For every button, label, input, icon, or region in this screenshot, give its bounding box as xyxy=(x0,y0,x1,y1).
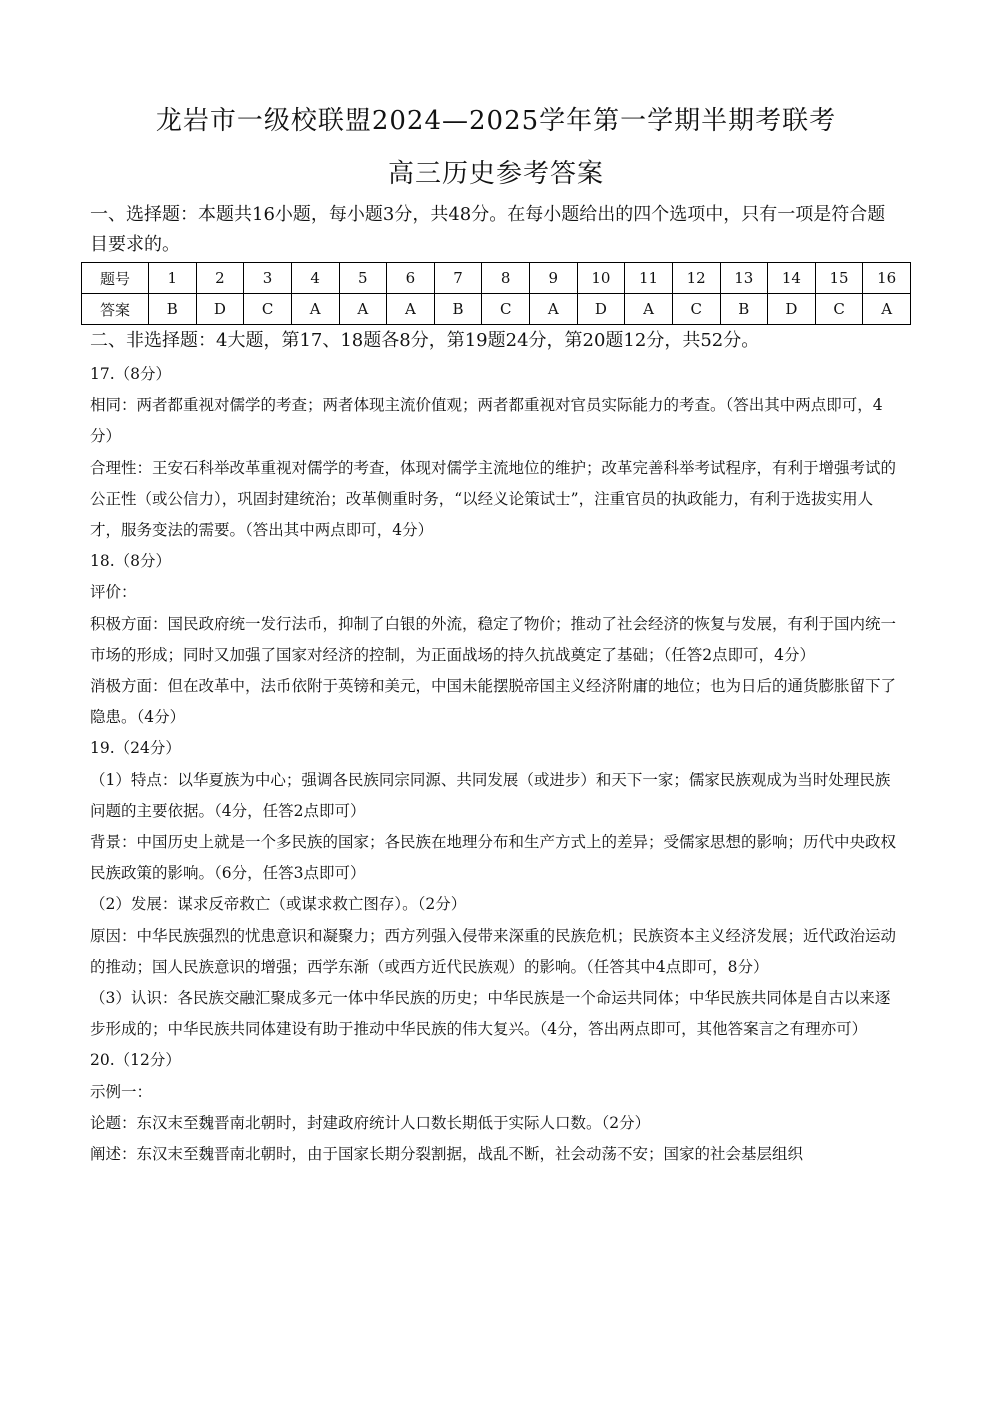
question-number: 11 xyxy=(625,263,673,294)
question-number: 1 xyxy=(149,263,197,294)
answer-cell: A xyxy=(387,294,435,325)
answer-paragraph: 背景：中国历史上就是一个多民族的国家；各民族在地理分布和生产方式上的差异；受儒家思想的影响；历代中央政权民族政策的影响。（6分，任答3点即可） xyxy=(90,833,897,883)
answer-paragraph: 消极方面：但在改革中，法币依附于英镑和美元，中国未能摆脱帝国主义经济附庸的地位；也为日后的通货膨胀留下了隐患。（4分） xyxy=(90,677,897,727)
question-number: 16 xyxy=(863,263,911,294)
answer-cell: A xyxy=(291,294,339,325)
answer-cell: C xyxy=(815,294,863,325)
answer-cell: C xyxy=(244,294,292,325)
question-number: 5 xyxy=(339,263,387,294)
answer-cell: D xyxy=(768,294,816,325)
section1-heading: 一、选择题：本题共16小题，每小题3分，共48分。在每小题给出的四个选项中，只有一项是符合题目要求的。 xyxy=(90,204,886,255)
document-title: 龙岩市一级校联盟2024—2025学年第一学期半期考联考 xyxy=(155,106,837,136)
question-number: 8 xyxy=(482,263,530,294)
answer-paragraph: （2）发展：谋求反帝救亡（或谋求救亡图存）。（2分） xyxy=(90,895,467,914)
question-number: 4 xyxy=(291,263,339,294)
table-row xyxy=(82,294,911,325)
question-number: 2 xyxy=(196,263,244,294)
answer-paragraph: 阐述：东汉末至魏晋南北朝时，由于国家长期分裂割据，战乱不断，社会动荡不安；国家的社会基层组织 xyxy=(90,1145,804,1164)
question-number: 7 xyxy=(434,263,482,294)
question-number: 3 xyxy=(244,263,292,294)
row-label-answer: 答案 xyxy=(82,294,149,325)
question-number: 12 xyxy=(672,263,720,294)
question-number: 15 xyxy=(815,263,863,294)
document-subtitle: 高三历史参考答案 xyxy=(387,159,604,189)
question-header: 17.（8分） xyxy=(90,365,172,383)
answer-cell: A xyxy=(625,294,673,325)
question-header: 20.（12分） xyxy=(90,1051,181,1070)
answer-cell: D xyxy=(196,294,244,325)
section2-heading: 二、非选择题：4大题，第17、18题各8分，第19题24分，第20题12分，共52分。 xyxy=(90,330,760,351)
answer-paragraph: 评价： xyxy=(90,583,137,602)
answer-paragraph: （3）认识：各民族交融汇聚成多元一体中华民族的历史；中华民族是一个命运共同体；中华民族共同体是自古以来逐步形成的；中华民族共同体建设有助于推动中华民族的伟大复兴。（4分，答出两点即可，其他答案言之有理亦可） xyxy=(90,989,891,1039)
question-number: 13 xyxy=(720,263,768,294)
answer-paragraph: 相同：两者都重视对儒学的考查；两者体现主流价值观；两者都重视对官员实际能力的考查。（答出其中两点即可，4分） xyxy=(90,396,883,446)
answer-cell: A xyxy=(339,294,387,325)
answer-paragraph: 积极方面：国民政府统一发行法币，抑制了白银的外流，稳定了物价；推动了社会经济的恢复与发展，有利于国内统一市场的形成；同时又加强了国家对经济的控制，为正面战场的持久抗战奠定了基础；（任答2点即可，4分） xyxy=(90,614,897,664)
answer-cell: D xyxy=(577,294,625,325)
answer-cell: C xyxy=(482,294,530,325)
answer-paragraph: 原因：中华民族强烈的忧患意识和凝聚力；西方列强入侵带来深重的民族危机；民族资本主义经济发展；近代政治运动的推动；国人民族意识的增强；西学东渐（或西方近代民族观）的影响。（任答其中4点即可，8分） xyxy=(90,926,897,976)
answer-cell: A xyxy=(863,294,911,325)
answer-paragraph: 论题：东汉末至魏晋南北朝时，封建政府统计人口数长期低于实际人口数。（2分） xyxy=(90,1113,651,1132)
row-label-question: 题号 xyxy=(82,263,149,294)
question-number: 14 xyxy=(768,263,816,294)
question-number: 9 xyxy=(530,263,578,294)
question-number: 6 xyxy=(387,263,435,294)
answer-cell: B xyxy=(720,294,768,325)
answer-paragraph: 示例一： xyxy=(90,1082,153,1101)
question-number: 10 xyxy=(577,263,625,294)
question-header: 19.（24分） xyxy=(90,739,181,758)
answer-table xyxy=(81,262,911,325)
answer-cell: B xyxy=(149,294,197,325)
answer-paragraph: （1）特点：以华夏族为中心；强调各民族同宗同源、共同发展（或进步）和天下一家；儒家民族观成为当时处理民族问题的主要依据。（4分，任答2点即可） xyxy=(90,770,891,820)
table-row xyxy=(82,263,911,294)
answer-body xyxy=(90,359,902,1170)
answer-cell: B xyxy=(434,294,482,325)
question-header: 18.（8分） xyxy=(90,552,172,571)
answer-paragraph: 合理性：王安石科举改革重视对儒学的考查，体现对儒学主流地位的维护；改革完善科举考试程序，有利于增强考试的公正性（或公信力），巩固封建统治；改革侧重时务，“以经义论策试士”，注重官员的执政能力，有利于选拔实用人才，服务变法的需要。（答出其中两点即可，4分） xyxy=(90,458,897,540)
answer-cell: A xyxy=(530,294,578,325)
answer-cell: C xyxy=(672,294,720,325)
